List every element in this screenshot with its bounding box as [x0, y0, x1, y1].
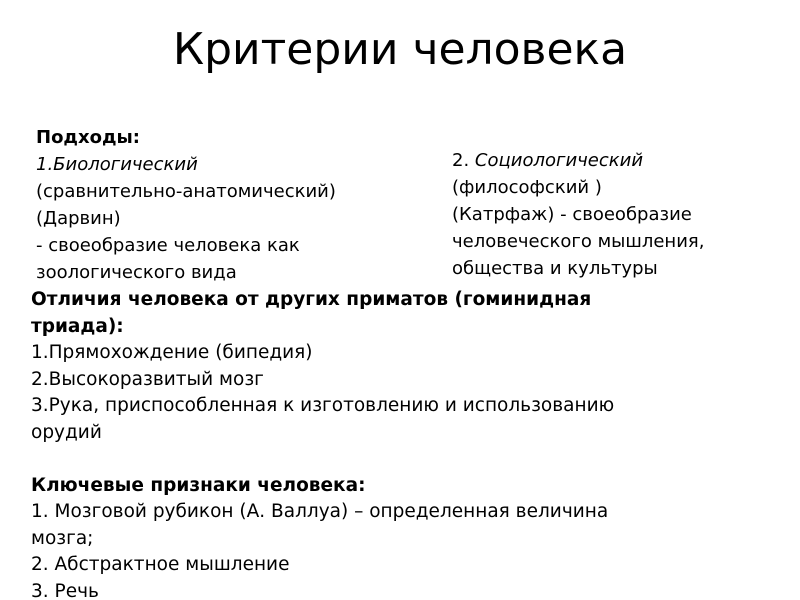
differences-heading: Отличия человека от других приматов (гоминидная [31, 289, 592, 310]
differences-item: 1.Прямохождение (бипедия) [31, 342, 313, 363]
sociological-approach-line: (философский ) [452, 177, 602, 198]
biological-approach-name: 1.Биологический [36, 154, 198, 175]
main-text-block [31, 287, 791, 600]
sociological-approach-block [452, 147, 792, 282]
biological-approach-line: зоологического вида [36, 262, 237, 283]
differences-item: 3.Рука, приспособленная к изготовлению и использованию [31, 395, 615, 416]
biological-approach-line: - своеобразие человека как [36, 235, 300, 256]
biological-approach-line: (сравнительно-анатомический) [36, 181, 336, 202]
key-features-item: 1. Мозговой рубикон (А. Валлуа) – определенная величина [31, 501, 609, 522]
paragraph-spacer [31, 446, 791, 473]
differences-item: 2.Высокоразвитый мозг [31, 368, 264, 390]
key-features-heading: Ключевые признаки человека: [31, 474, 366, 496]
approaches-heading: Подходы: [36, 127, 140, 148]
biological-approach-block [36, 124, 436, 286]
differences-item: орудий [31, 421, 102, 443]
differences-heading: триада): [31, 315, 124, 337]
key-features-item: 3. Речь [31, 580, 99, 600]
sociological-approach-line: (Катрфаж) - своеобразие [452, 204, 692, 225]
sociological-approach-line: общества и культуры [452, 258, 658, 279]
sociological-approach-number: 2. [452, 150, 470, 171]
sociological-approach-name: Социологический [474, 150, 644, 171]
sociological-approach-line: человеческого мышления, [452, 231, 705, 252]
sociological-approach-title [452, 147, 792, 174]
key-features-item: 2. Абстрактное мышление [31, 554, 290, 575]
key-features-item: мозга; [31, 527, 94, 549]
biological-approach-line: (Дарвин) [36, 208, 121, 229]
slide-title: Критерии человека [172, 24, 628, 75]
